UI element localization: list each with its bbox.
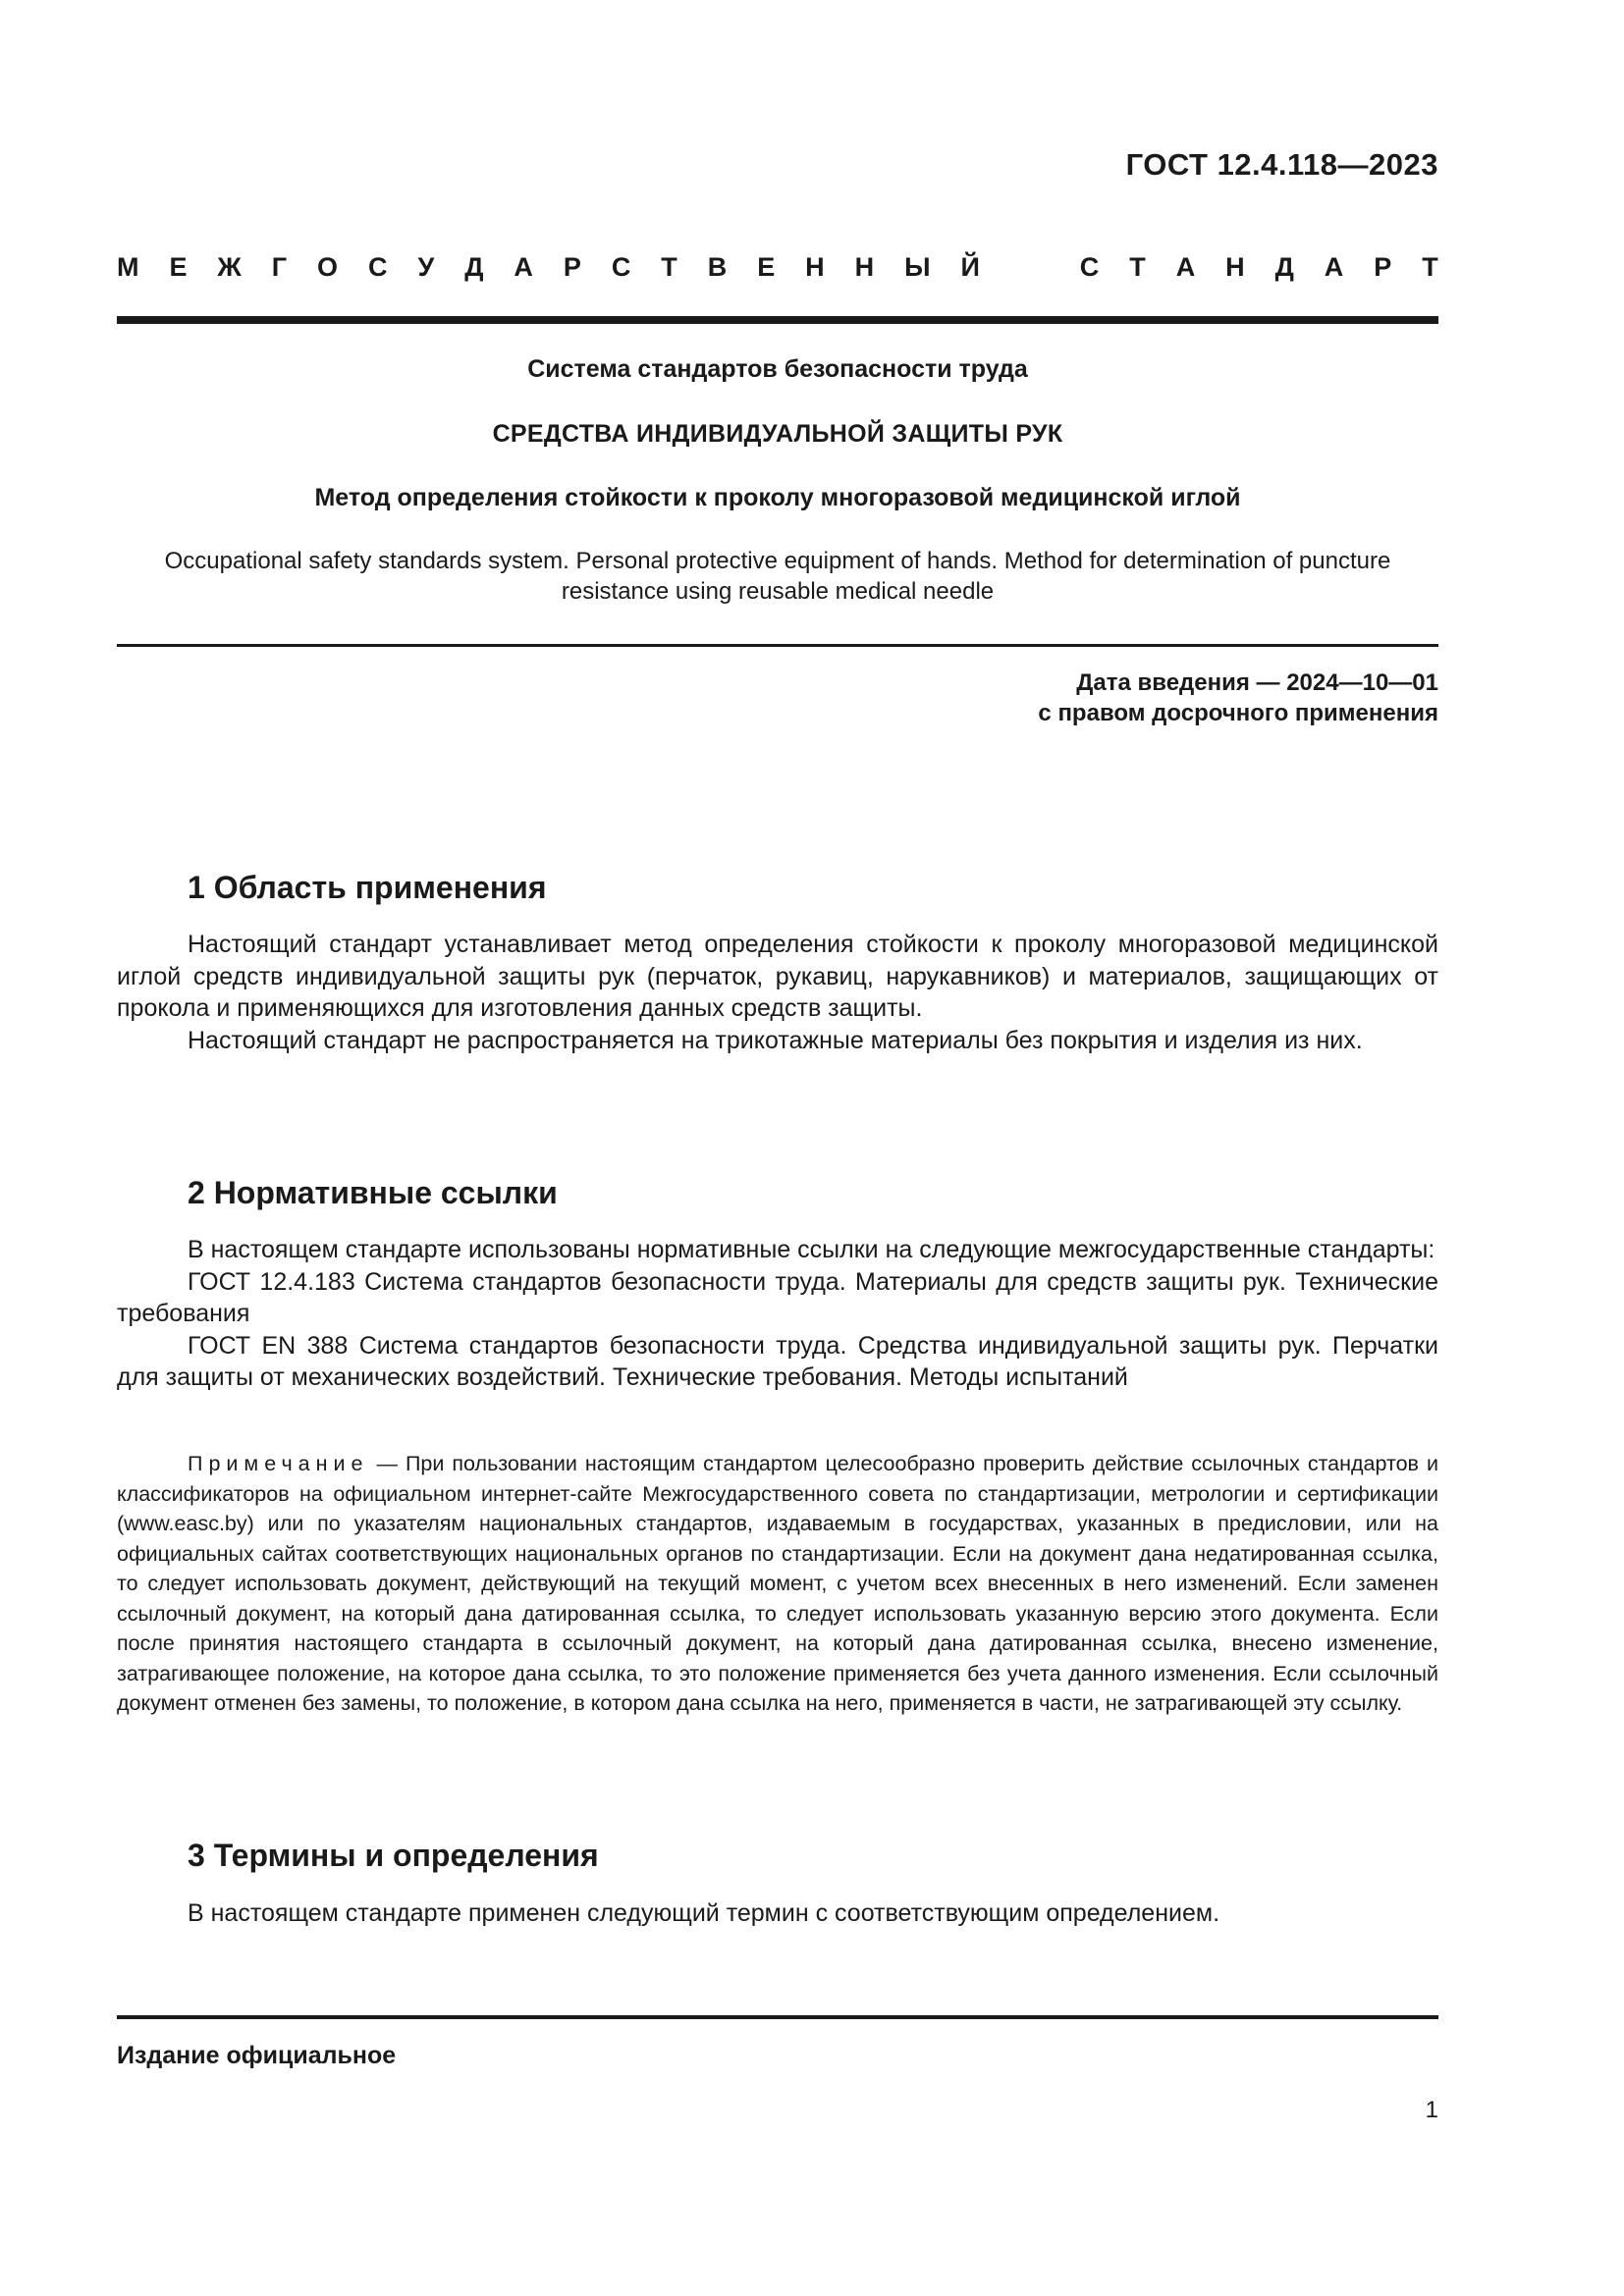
banner-letter: Д xyxy=(464,252,484,282)
banner-letter: Р xyxy=(1374,252,1392,282)
banner-letter: Г xyxy=(271,252,288,282)
banner-letter: Н xyxy=(1225,252,1245,282)
banner-letter: О xyxy=(317,252,339,282)
banner-letter: Е xyxy=(757,252,776,282)
official-edition-label: Издание официальное xyxy=(117,2042,397,2069)
banner-letter: С xyxy=(611,252,631,282)
banner-letter: Ы xyxy=(904,252,931,282)
section-2-heading: 2 Нормативные ссылки xyxy=(188,1175,558,1210)
banner-letter: Т xyxy=(661,252,677,282)
normative-reference: ГОСТ 12.4.183 Система стандартов безопасности труда. Материалы для средств защиты рук. Технические требования xyxy=(117,1267,1438,1327)
standard-kind-banner xyxy=(117,252,1438,283)
banner-letter: Ж xyxy=(217,252,242,282)
document-number: ГОСТ 12.4.118—2023 xyxy=(1125,147,1438,182)
document-page xyxy=(117,0,1438,2296)
note-label: Примечание xyxy=(188,1452,369,1475)
section-3-heading: 3 Термины и определения xyxy=(188,1838,599,1873)
banner-letter: Й xyxy=(960,252,980,282)
section-2-paragraph: В настоящем стандарте использованы нормативные ссылки на следующие межгосударственные стандарты: xyxy=(188,1236,1435,1263)
banner-letter: С xyxy=(1079,252,1100,282)
banner-letter: Т xyxy=(1129,252,1146,282)
section-1-paragraph: Настоящий стандарт не распространяется на трикотажные материалы без покрытия и изделия из них. xyxy=(188,1026,1363,1054)
banner-letter: М xyxy=(117,252,139,282)
section-2-body xyxy=(117,1234,1438,1394)
title-divider xyxy=(117,644,1438,647)
section-1-heading: 1 Область применения xyxy=(188,870,547,905)
section-3-body xyxy=(117,1897,1438,1930)
banner-letter: Т xyxy=(1422,252,1438,282)
introduction-date-block xyxy=(1038,667,1438,728)
banner-letter: В xyxy=(707,252,728,282)
banner-letter: Н xyxy=(854,252,875,282)
banner-letter: Д xyxy=(1274,252,1294,282)
introduction-date: Дата введения — 2024—10—01 xyxy=(1076,669,1438,696)
note-text: — При пользовании настоящим стандартом целесообразно проверить действие ссылочных стандартов и классификаторов на официальном интернет-сайте Межгосударственного совета по стандартизации, метрологии и сертификации (www.easc.by) или по указателям национальных стандартов, издаваемым в государствах, указанных в предисловии, или на официальных сайтах соответствующих национальных органов по стандартизации. Если на документ дана недатированная ссылка, то следует использовать документ, действующий на текущий момент, с учетом всех внесенных в него изменений. Если заменен ссылочный документ, на который дана датированная ссылка, то следует использовать указанную версию этого документа. Если после принятия настоящего стандарта в ссылочный документ, на который дана датированная ссылка, внесено изменение, затрагивающее положение, на которое дана ссылка, то это положение применяется без учета данного изменения. Если ссылочный документ отменен без замены, то положение, в котором дана ссылка на него, применяется в части, не затрагивающей эту ссылку. xyxy=(117,1452,1438,1715)
banner-word-gap xyxy=(1010,252,1050,283)
banner-letter: А xyxy=(514,252,533,282)
footer-divider xyxy=(117,2015,1438,2019)
banner-letter: С xyxy=(368,252,388,282)
early-application-note: с правом досрочного применения xyxy=(1038,700,1438,726)
section-1-body xyxy=(117,929,1438,1056)
banner-letter: А xyxy=(1175,252,1196,282)
banner-letter: Е xyxy=(169,252,188,282)
banner-letter: Н xyxy=(805,252,825,282)
page-number: 1 xyxy=(1425,2097,1438,2123)
english-title: Occupational safety standards system. Personal protective equipment of hands. Method for determination of puncture resistance using reusable medical needle xyxy=(164,548,1391,605)
banner-letter: Р xyxy=(563,252,581,282)
section-3-paragraph: В настоящем стандарте применен следующий термин с соответствующим определением. xyxy=(188,1899,1220,1927)
section-1-paragraph: Настоящий стандарт устанавливает метод определения стойкости к проколу многоразовой медицинской иглой средств индивидуальной защиты рук (перчаток, рукавиц, нарукавников) и материалов, защищающих от прокола и применяющихся для изготовления данных средств защиты. xyxy=(117,931,1438,1022)
main-title: СРЕДСТВА ИНДИВИДУАЛЬНОЙ ЗАЩИТЫ РУК xyxy=(492,420,1063,448)
banner-letter: У xyxy=(417,252,435,282)
banner-letter: А xyxy=(1324,252,1344,282)
header-divider xyxy=(117,316,1438,324)
sub-title: Метод определения стойкости к проколу многоразовой медицинской иглой xyxy=(314,484,1241,511)
section-2-note xyxy=(117,1449,1438,1719)
system-title: Система стандартов безопасности труда xyxy=(527,355,1028,383)
normative-reference: ГОСТ EN 388 Система стандартов безопасности труда. Средства индивидуальной защиты рук. Перчатки для защиты от механических воздействий. Технические требования. Методы испытаний xyxy=(117,1331,1438,1391)
